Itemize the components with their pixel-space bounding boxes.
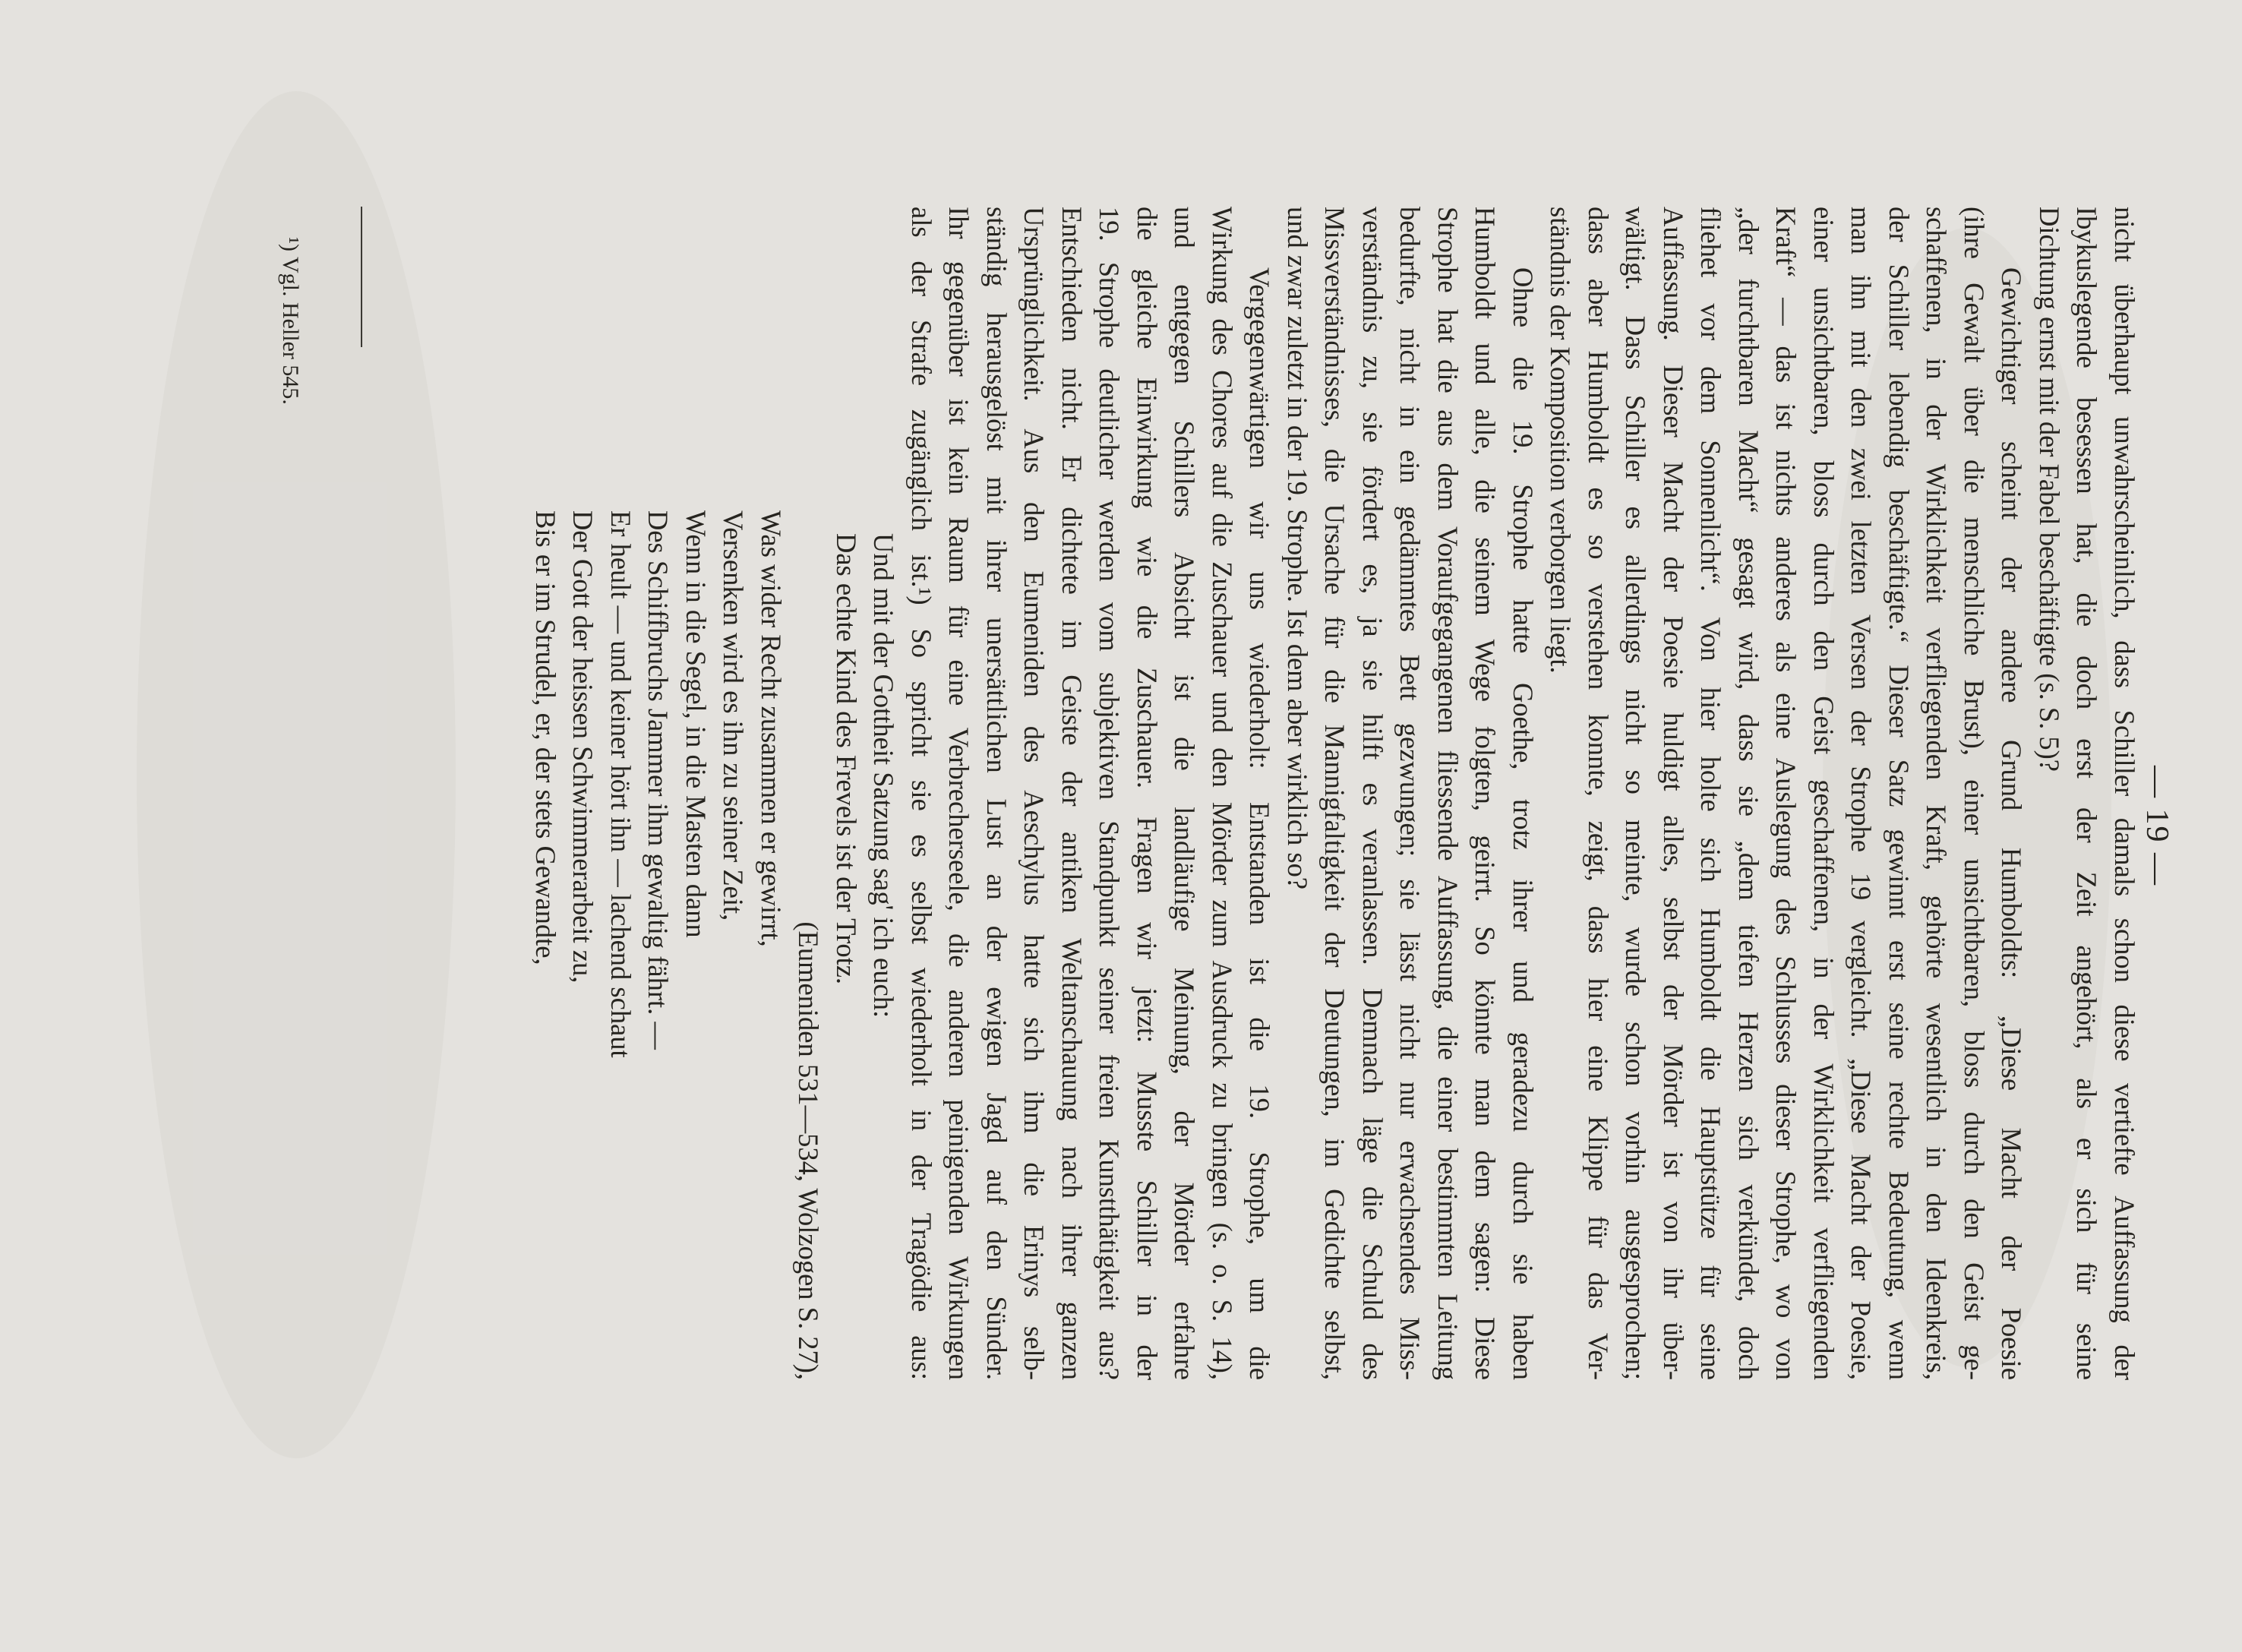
text-line: der Schiller lebendig beschäftigte.“ Dieser Satz gewinnt erst seine rechte Bedeutung, wenn xyxy=(1884,207,1915,1380)
text-line: Dichtung ernst mit der Fabel beschäftigte (s. S. 5)? xyxy=(2034,207,2065,772)
text-line: 19. Strophe deutlicher werden vom subjektiven Standpunkt seiner freien Kunstthätigkeit aus? xyxy=(1094,207,1126,1380)
text-line: ständnis der Komposition verborgen liegt. xyxy=(1545,207,1577,674)
text-line: schaffenen, in der Wirklichkeit verfliegenden Kraft, gehörte wesentlich in den Ideenkreis, xyxy=(1921,207,1953,1380)
text-line: (ihre Gewalt über die menschliche Brust), einer unsichtbaren, bloss durch den Geist ge- xyxy=(1959,207,1990,1380)
text-line: dass aber Humboldt es so verstehen konnte, zeigt, dass hier eine Klippe für das Ver- xyxy=(1583,207,1614,1380)
verse-line: Was wider Recht zusammen er gewirrt, xyxy=(756,510,787,947)
verse-line: Er heult — und keiner hört ihn — lachend schaut xyxy=(605,510,636,1058)
text-line: verständnis zu, sie fördert es, ja sie hilft es veranlassen. Demnach läge die Schuld des xyxy=(1357,207,1388,1380)
text-line: Ihr gegenüber ist kein Raum für eine Verbrecherseele, die anderen peinigenden Wirkungen xyxy=(943,207,975,1380)
text-line: ständig herausgelöst mit ihrer unersättlichen Lust an der ewigen Jagd auf den Sünder. xyxy=(981,207,1012,1380)
text-line: einer unsichtbaren, bloss durch den Geist geschaffenen, in der Wirklichkeit verfliegenden xyxy=(1808,207,1839,1380)
text-line: Kraft“ — das ist nichts anderes als eine Auslegung des Schlusses dieser Strophe, wo von xyxy=(1770,207,1802,1380)
footnote-text: Vgl. Heller 545. xyxy=(278,256,303,405)
text-line: Ursprünglichkeit. Aus den Eumeniden des Aeschylus hatte sich ihm die Erinys selb- xyxy=(1018,207,1050,1380)
footnote xyxy=(272,237,310,405)
verse-line: Bis er im Strudel, er, der stets Gewandte, xyxy=(530,510,561,965)
text-line: bedurfte, nicht in ein gedämmtes Bett gezwungen; sie lässt nicht nur erwachsendes Miss- xyxy=(1394,207,1426,1380)
text-line: „der furchtbaren Macht“ gesagt wird, dass sie „dem tiefen Herzen sich verkündet, doch xyxy=(1733,207,1764,1380)
text-line: die gleiche Einwirkung wie die Zuschauer. Fragen wir jetzt: Musste Schiller in der xyxy=(1132,207,1163,1380)
verse-line: Und mit der Gottheit Satzung sag' ich euch: xyxy=(868,533,900,1019)
text-line: Ohne die 19. Strophe hatte Goethe, trotz ihrer und geradezu durch sie haben xyxy=(1508,267,1539,1380)
text-line: Gewichtiger scheint der andere Grund Humboldts: „Diese Macht der Poesie xyxy=(1996,267,2028,1380)
text-line: und zwar zuletzt in der 19. Strophe. Ist dem aber wirklich so? xyxy=(1282,207,1313,890)
verse-line: Das echte Kind des Frevels ist der Trotz. xyxy=(831,533,862,985)
text-line: Wirkung des Chores auf die Zuschauer und den Mörder zum Ausdruck zu bringen (s. o. S. 14), xyxy=(1207,207,1238,1380)
text-line: und entgegen Schillers Absicht ist die landläufige Meinung, der Mörder erfahre xyxy=(1169,207,1201,1380)
text-line: Ibykuslegende besessen hat, die doch erst der Zeit angehört, als er sich für seine xyxy=(2071,207,2103,1380)
footnote-rule xyxy=(361,207,362,347)
page-number: — 19 — xyxy=(2139,766,2174,886)
text-line: wältigt. Dass Schiller es allerdings nicht so meinte, wurde schon vorhin ausgesprochen; xyxy=(1620,207,1652,1380)
text-line: Auffassung. Dieser Macht der Poesie huldigt alles, selbst der Mörder ist von ihr über- xyxy=(1658,207,1689,1380)
text-line: Missverständnisses, die Ursache für die Mannigfaltigkeit der Deutungen, im Gedichte selbst, xyxy=(1319,207,1351,1380)
text-line: man ihn mit den zwei letzten Versen der Strophe 19 vergleicht. „Diese Macht der Poesie, xyxy=(1846,207,1877,1380)
text-line: Strophe hat die aus dem Voraufgegangenen fliessende Auffassung, die einer bestimmten Leitung xyxy=(1432,207,1464,1380)
footnote-marker: ¹) xyxy=(278,237,303,251)
text-line: Entschieden nicht. Er dichtete im Geiste der antiken Weltanschauung nach ihrer ganzen xyxy=(1056,207,1088,1380)
text-line: fliehet vor dem Sonnenlicht“. Von hier holte sich Humboldt die Hauptstütze für seine xyxy=(1695,207,1727,1380)
text-line: als der Strafe zugänglich ist.¹) So spricht sie es selbst wiederholt in der Tragödie aus: xyxy=(906,207,937,1380)
text-line: nicht überhaupt unwahrscheinlich, dass Schiller damals schon diese vertiefte Auffassung der xyxy=(2109,207,2140,1380)
verse-citation: (Eumeniden 531—534, Wolzogen S. 27), xyxy=(793,921,825,1380)
verse-line: Versenken wird es ihn zu seiner Zeit, xyxy=(718,510,750,921)
verse-line: Der Gott der heissen Schwimmerarbeit zu, xyxy=(567,510,599,984)
text-line: Humboldt und alle, die seinem Wege folgten, geirrt. So könnte man dem sagen: Diese xyxy=(1470,207,1502,1380)
verse-line: Wenn in die Segel, in die Masten dann xyxy=(680,510,712,938)
text-line: Vergegenwärtigen wir uns wiederholt: Entstanden ist die 19. Strophe, um die xyxy=(1244,267,1276,1380)
verse-line: Des Schiffbruchs Jammer ihm gewaltig fährt. — xyxy=(643,510,674,1050)
body-text xyxy=(527,207,2144,1380)
